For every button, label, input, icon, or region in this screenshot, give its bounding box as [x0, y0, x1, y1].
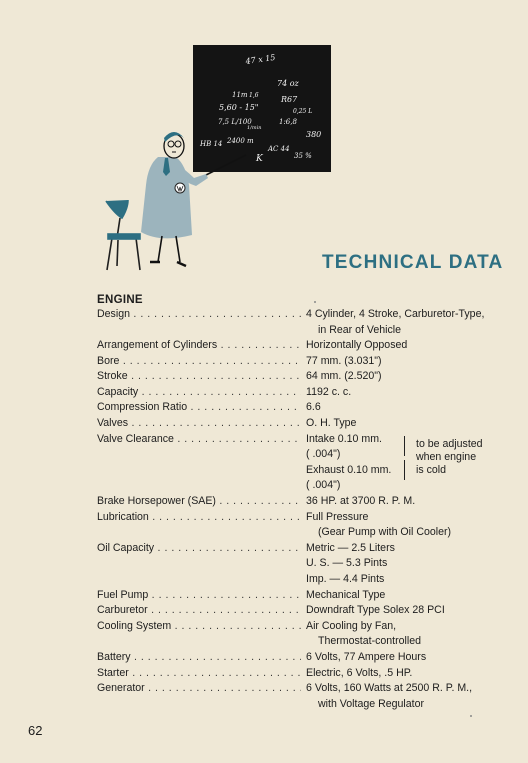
spec-value: in Rear of Vehicle [318, 323, 402, 336]
spec-label: Fuel Pump . . . [97, 588, 301, 604]
spec-label: Battery . . . [97, 650, 301, 666]
section-title: ENGINE [97, 294, 143, 306]
page-number: 62 [28, 723, 43, 738]
board-text-5: R67 [281, 95, 298, 104]
board-text-1: 47 x 15 [245, 52, 276, 66]
engine-section [97, 294, 522, 712]
spec-value: Mechanical Type [306, 588, 386, 601]
board-text-6: 5,60 - 15" [219, 103, 259, 112]
spec-label: Valve Clearance . . . [97, 432, 301, 448]
spec-row-compression [97, 400, 522, 416]
spec-row-generator [97, 681, 522, 712]
page-title: TECHNICAL DATA [322, 252, 504, 273]
spec-row-capacity [97, 385, 522, 401]
spec-row-lubrication [97, 510, 522, 541]
spec-value: 6 Volts, 160 Watts at 2500 R. P. M., [306, 682, 473, 695]
board-text-11: HB 14 [200, 140, 223, 148]
spec-value: 77 mm. (3.031") [306, 354, 382, 367]
spec-value: Air Cooling by Fan, [306, 619, 397, 632]
spec-label: Bore . . . [97, 354, 301, 370]
spec-label: Lubrication . . . [97, 510, 301, 526]
spec-value: ( .004") [306, 479, 341, 492]
bracket-divider [400, 460, 405, 480]
spec-row-fuel-pump [97, 588, 522, 604]
spec-value: 1192 c. c. [306, 385, 352, 398]
spec-row-bore [97, 354, 522, 370]
spec-row-stroke [97, 369, 522, 385]
spec-value: 6.6 [306, 401, 321, 414]
board-text-10: 1:6,8 [279, 118, 297, 126]
spec-row-design [97, 307, 522, 338]
board-text-16: 35 % [294, 152, 312, 160]
spec-value: Intake 0.10 mm. [306, 432, 382, 445]
spec-row-horsepower [97, 494, 522, 510]
spec-row-starter [97, 666, 522, 682]
chair-icon [106, 200, 140, 270]
spec-label: Stroke . . . [97, 369, 301, 385]
spec-value: 4 Cylinder, 4 Stroke, Carburetor-Type, [306, 308, 485, 320]
illustration [0, 0, 528, 280]
spec-value: 36 HP. at 3700 R. P. M. [306, 494, 416, 507]
print-speck [470, 715, 472, 717]
adjust-note: to be adjusted [416, 437, 483, 450]
spec-value: 64 mm. (2.520") [306, 370, 382, 383]
spec-label: Starter . . . [97, 666, 301, 682]
spec-value: with Voltage Regulator [318, 697, 425, 710]
spec-value: Electric, 6 Volts, .5 HP. [306, 666, 413, 679]
spec-value: (Gear Pump with Oil Cooler) [318, 526, 452, 539]
spec-label: Oil Capacity . . . [97, 541, 301, 557]
spec-value: Full Pressure [306, 510, 369, 523]
spec-value: Downdraft Type Solex 28 PCI [306, 604, 445, 617]
bracket-divider [400, 436, 405, 456]
spec-value: Metric — 2.5 Liters [306, 541, 395, 554]
spec-row-cooling [97, 619, 522, 650]
adjust-note: is cold [416, 463, 447, 476]
board-text-15: AC 44 [268, 145, 290, 153]
adjust-note: when engine [416, 450, 477, 463]
spec-value: ( .004") [306, 448, 341, 461]
board-text-3: 11m [232, 91, 248, 99]
spec-row-oil-capacity [97, 541, 522, 588]
spec-value: Thermostat-controlled [318, 635, 422, 648]
board-text-14: K [256, 154, 263, 164]
board-text-2: 74 oz [277, 79, 299, 88]
spec-value: U. S. — 5.3 Pints [306, 557, 388, 570]
spec-label: Arrangement of Cylinders . . . [97, 338, 301, 354]
spec-value: Imp. — 4.4 Pints [306, 572, 385, 585]
spec-row-carburetor [97, 603, 522, 619]
spec-row-valve-clearance [97, 432, 522, 494]
spec-value: 6 Volts, 77 Ampere Hours [306, 650, 427, 663]
spec-label: Valves . . . [97, 416, 301, 432]
spec-row-valves [97, 416, 522, 432]
spec-label: Capacity . . . [97, 385, 301, 401]
spec-label: Cooling System . . . [97, 619, 301, 635]
board-text-12: 2400 m [227, 137, 254, 145]
spec-label: Generator . . . [97, 681, 301, 697]
spec-row-battery [97, 650, 522, 666]
spec-value: O. H. Type [306, 416, 357, 429]
board-text-9: 1/min [247, 125, 262, 131]
print-speck [314, 301, 316, 303]
board-text-7: 0,25 L [293, 108, 313, 115]
spec-label: Compression Ratio . . . [97, 400, 301, 416]
spec-row-arrangement [97, 338, 522, 354]
spec-label: Design . . . [97, 307, 301, 323]
board-text-13: 380 [306, 130, 322, 139]
spec-label: Carburetor . . . [97, 603, 301, 619]
spec-label: Brake Horsepower (SAE) . . . [97, 494, 301, 510]
spec-value: Exhaust 0.10 mm. [306, 463, 392, 476]
board-text-8: 7,5 L/100 [218, 118, 252, 126]
board-text-4: 1,6 [249, 92, 259, 99]
spec-value: Horizontally Opposed [306, 339, 408, 351]
